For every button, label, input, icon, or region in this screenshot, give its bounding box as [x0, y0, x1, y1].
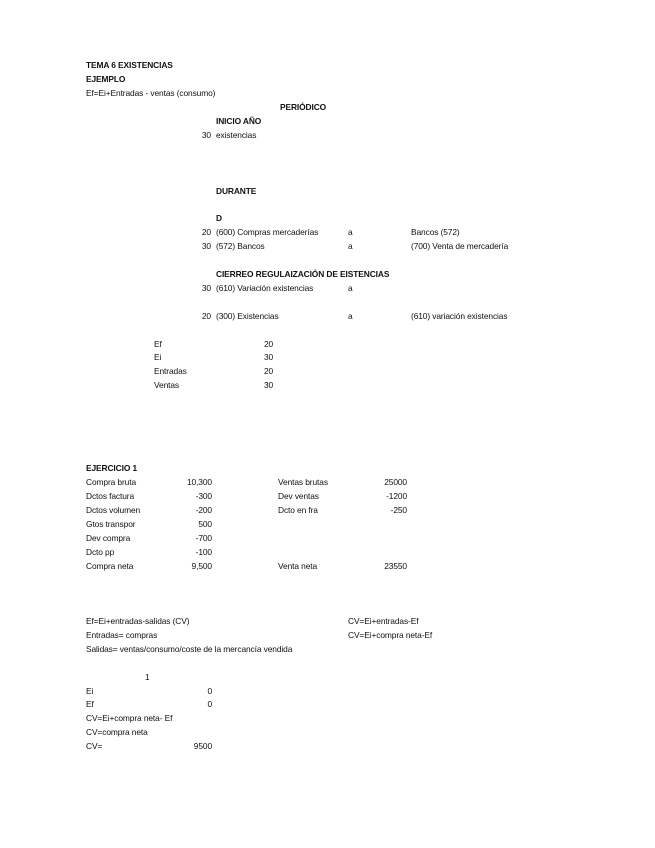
formula-line: CV=Ei+compra neta-Ef — [348, 630, 433, 640]
calc-ei-value: 0 — [207, 686, 212, 696]
ejercicio-left-value: 500 — [198, 519, 212, 529]
ejercicio-left-value: -200 — [195, 505, 212, 515]
ejercicio-left-value: -300 — [195, 491, 212, 501]
inicio-amount: 30 — [201, 130, 211, 140]
cierre-credit: (610) variación existencias — [411, 311, 508, 321]
summary-label: Ventas — [154, 380, 180, 390]
entry-a: a — [348, 241, 353, 251]
ejercicio-right-value: -250 — [390, 505, 407, 515]
entry-a: a — [348, 227, 353, 237]
compra-neta-label: Compra neta — [86, 561, 134, 571]
venta-neta-label: Venta neta — [278, 561, 318, 571]
calc-line: CV=compra neta — [86, 727, 148, 737]
periodico-heading: PERIÓDICO — [280, 102, 327, 112]
entry-credit: (700) Venta de mercadería — [411, 241, 509, 251]
ejercicio-title: EJERCICIO 1 — [86, 463, 138, 473]
page-title: TEMA 6 EXISTENCIAS — [86, 60, 173, 70]
ejercicio-right-value: 25000 — [384, 477, 407, 487]
ejercicio-left-value: 10,300 — [186, 477, 212, 487]
calc-ef-value: 0 — [207, 699, 212, 709]
entry-debit: (600) Compras mercaderías — [216, 227, 319, 237]
summary-value: 20 — [264, 339, 274, 349]
cierre-amount: 30 — [201, 283, 211, 293]
ejercicio-left-label: Dctos volumen — [86, 505, 141, 515]
calc-cv-label: CV= — [86, 741, 103, 751]
ejercicio-left-label: Dctos factura — [86, 491, 135, 501]
ejercicio-left-value: -700 — [195, 533, 212, 543]
calc-ef-label: Ef — [86, 699, 94, 709]
summary-label: Ef — [154, 339, 162, 349]
formula-line: CV=Ei+entradas-Ef — [348, 616, 419, 626]
ejercicio-left-label: Compra bruta — [86, 477, 137, 487]
cierre-amount: 20 — [201, 311, 211, 321]
entry-amount: 20 — [201, 227, 211, 237]
entry-amount: 30 — [201, 241, 211, 251]
ejercicio-left-label: Dev compra — [86, 533, 131, 543]
ejercicio-right-label: Dcto en fra — [278, 505, 318, 515]
cierre-debit: (610) Variación existencias — [216, 283, 314, 293]
calc-number: 1 — [145, 672, 150, 682]
inventory-formula: Ef=Ei+Entradas - ventas (consumo) — [86, 88, 216, 98]
cierre-debit: (300) Existencias — [216, 311, 279, 321]
ejercicio-right-label: Dev ventas — [278, 491, 319, 501]
inicio-text: existencias — [216, 130, 257, 140]
calc-line: CV=Ei+compra neta- Ef — [86, 713, 173, 723]
entry-credit: Bancos (572) — [411, 227, 460, 237]
ejercicio-left-label: Dcto pp — [86, 547, 115, 557]
inicio-label: INICIO AÑO — [216, 116, 262, 126]
summary-label: Ei — [154, 352, 162, 362]
venta-neta-value: 23550 — [384, 561, 407, 571]
ejercicio-left-value: -100 — [195, 547, 212, 557]
summary-label: Entradas — [154, 366, 187, 376]
ejercicio-left-label: Gtos transpor — [86, 519, 136, 529]
ejercicio-right-value: -1200 — [386, 491, 407, 501]
cierre-heading: CIERREO REGULAIZACIÓN DE EISTENCIAS — [216, 269, 390, 279]
formula-line: Entradas= compras — [86, 630, 158, 640]
cierre-a: a — [348, 311, 353, 321]
summary-value: 20 — [264, 366, 274, 376]
ejercicio-right-label: Ventas brutas — [278, 477, 328, 487]
calc-ei-label: Ei — [86, 686, 94, 696]
durante-label: DURANTE — [216, 186, 257, 196]
example-heading: EJEMPLO — [86, 74, 126, 84]
summary-value: 30 — [264, 352, 274, 362]
compra-neta-value: 9,500 — [191, 561, 212, 571]
entry-debit: (572) Bancos — [216, 241, 265, 251]
formula-line: Salidas= ventas/consumo/coste de la mercancía vendida — [86, 644, 293, 654]
cierre-a: a — [348, 283, 353, 293]
d-label: D — [216, 213, 222, 223]
calc-cv-value: 9500 — [193, 741, 212, 751]
summary-value: 30 — [264, 380, 274, 390]
formula-line: Ef=Ei+entradas-salidas (CV) — [86, 616, 190, 626]
